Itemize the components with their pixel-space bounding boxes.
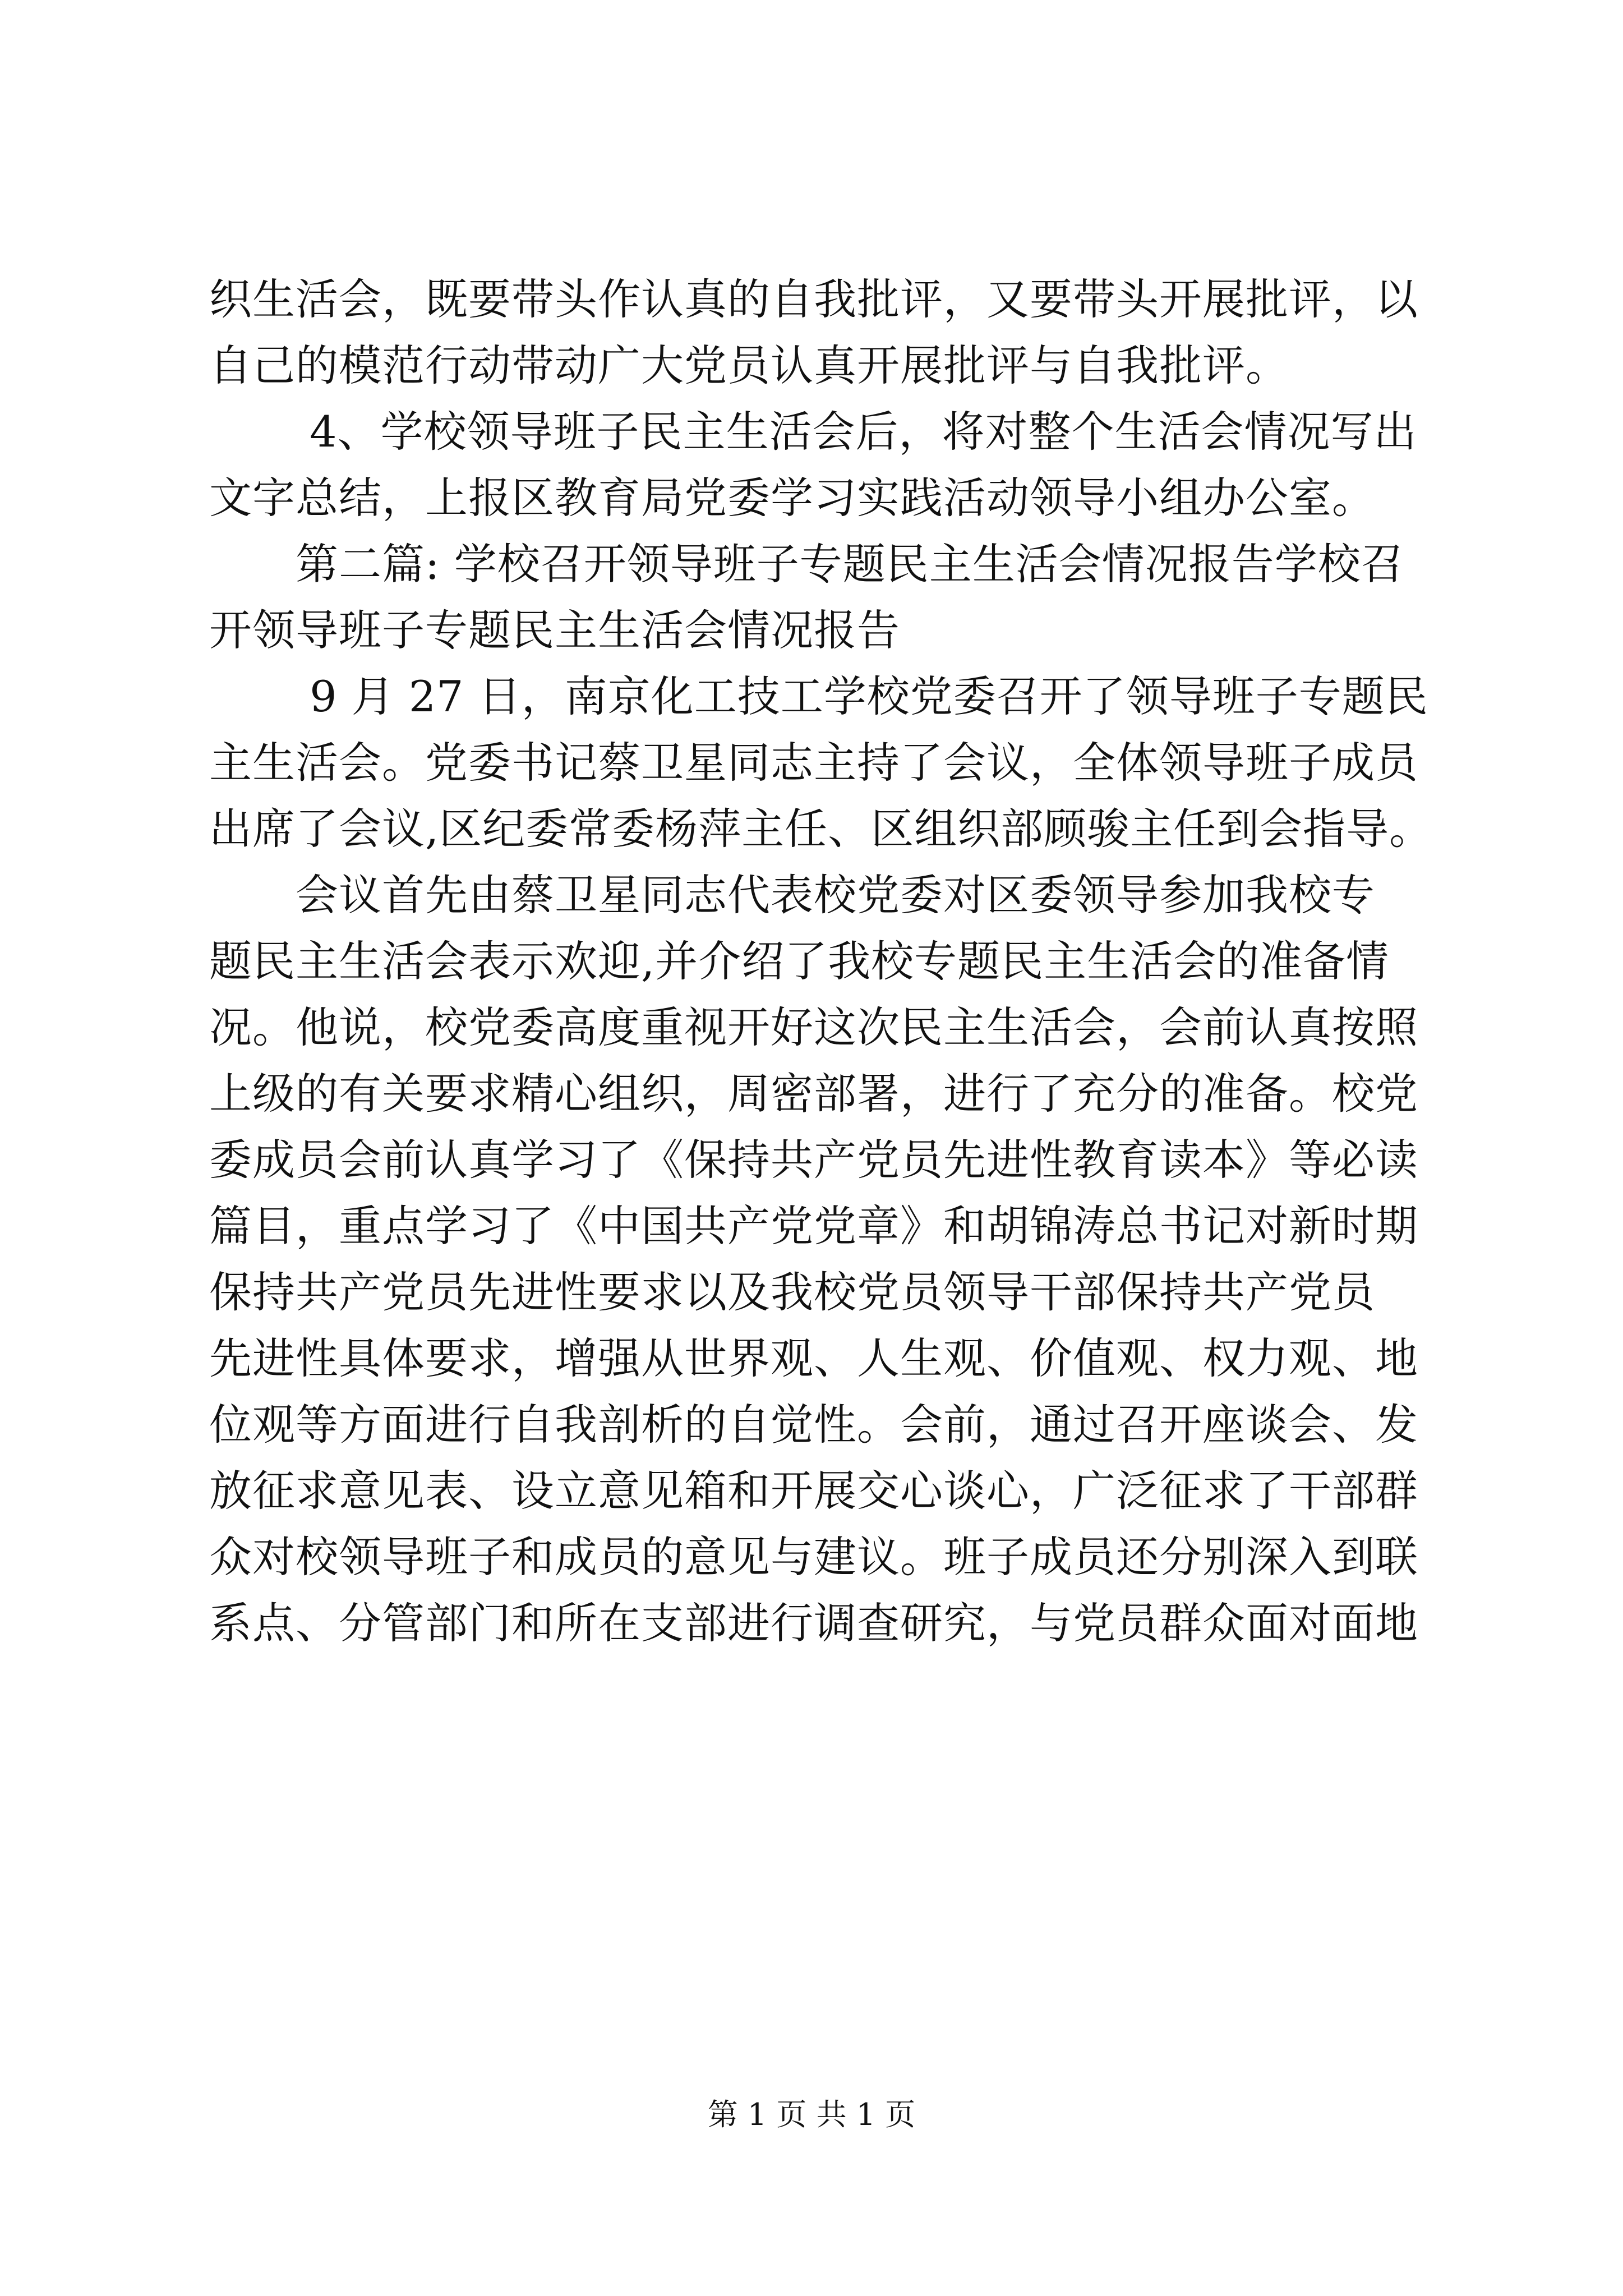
- text-line: 织生活会，既要带头作认真的自我批评，又要带头开展批评，以: [209, 274, 1418, 324]
- text-line: 委成员会前认真学习了《保持共产党员先进性教育读本》等必读: [209, 1135, 1418, 1185]
- text-line: 保持共产党员先进性要求以及我校党员领导干部保持共产党员: [209, 1267, 1375, 1317]
- section-heading-line: 第二篇: 学校召开领导班子专题民主生活会情况报告学校召: [209, 539, 1404, 589]
- body-text: [209, 266, 1433, 1657]
- text-line: 自己的模范行动带动广大党员认真开展批评与自我批评。: [209, 341, 1289, 390]
- text-line: 文字总结，上报区教育局党委学习实践活动领导小组办公室。: [209, 473, 1375, 523]
- text-line: 位观等方面进行自我剖析的自觉性。会前，通过召开座谈会、发: [209, 1400, 1418, 1450]
- text-line: 系点、分管部门和所在支部进行调查研究，与党员群众面对面地: [209, 1598, 1418, 1648]
- text-line: 出席了会议,区纪委常委杨萍主任、区组织部顾骏主任到会指导。: [209, 804, 1433, 854]
- text-line: 主生活会。党委书记蔡卫星同志主持了会议，全体领导班子成员: [209, 738, 1418, 788]
- text-line: 篇目，重点学习了《中国共产党党章》和胡锦涛总书记对新时期: [209, 1201, 1418, 1251]
- text-line: 先进性具体要求，增强从世界观、人生观、价值观、权力观、地: [209, 1333, 1418, 1383]
- text-line: 会议首先由蔡卫星同志代表校党委对区委领导参加我校专: [209, 870, 1375, 920]
- text-line: 4、学校领导班子民主生活会后，将对整个生活会情况写出: [209, 407, 1417, 457]
- text-line: 放征求意见表、设立意见箱和开展交心谈心，广泛征求了干部群: [209, 1466, 1418, 1516]
- text-line: 况。他说，校党委高度重视开好这次民主生活会，会前认真按照: [209, 1002, 1418, 1052]
- text-line: 众对校领导班子和成员的意见与建议。班子成员还分别深入到联: [209, 1532, 1418, 1582]
- section-heading-line: 开领导班子专题民主生活会情况报告: [209, 605, 900, 655]
- text-line: 上级的有关要求精心组织，周密部署，进行了充分的准备。校党: [209, 1069, 1418, 1119]
- text-line: 题民主生活会表示欢迎,并介绍了我校专题民主生活会的准备情: [209, 936, 1390, 986]
- page-footer: 第 1 页 共 1 页: [707, 2097, 916, 2132]
- text-line: 9 月 27 日，南京化工技工学校党委召开了领导班子专题民: [209, 671, 1428, 721]
